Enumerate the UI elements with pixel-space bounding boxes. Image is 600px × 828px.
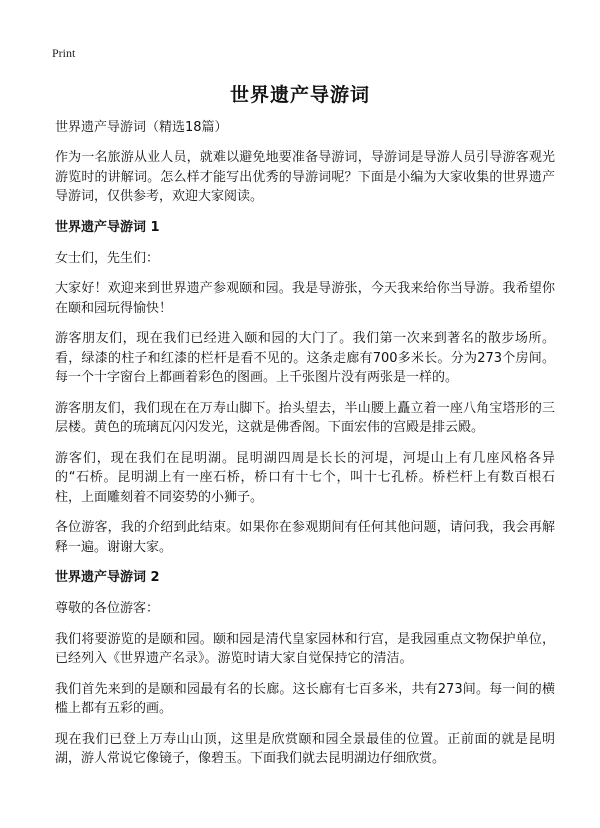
paragraph: 游客们，现在我们在昆明湖。昆明湖四周是长长的河堤，河堤山上有几座风格各异的“石桥。昆明湖上有一座石桥，桥口有十七个，叫十七孔桥。桥栏杆上有数百根石柱，上面雕刻着不同姿势的小狮子。 bbox=[55, 450, 555, 505]
paragraph: 大家好！欢迎来到世界遗产参观颐和园。我是导游张，今天我来给你当导游。我希望你在颐和园玩得愉快！ bbox=[55, 281, 555, 316]
intro-paragraph: 作为一名旅游从业人员，就难以避免地要准备导游词，导游词是导游人员引导游客观光游览时的讲解词。怎么样才能写出优秀的导游词呢？下面是小编为大家收集的世界遗产导游词，仅供参考，欢迎大家阅读。 bbox=[55, 150, 555, 204]
paragraph: 我们将要游览的是颐和园。颐和园是清代皇家园林和行宫，是我园重点文物保护单位，已经列入《世界遗产名录》。游览时请大家自觉保持它的清洁。 bbox=[55, 631, 555, 666]
article-subtitle: 世界遗产导游词（精选18篇） bbox=[55, 120, 228, 135]
paragraph: 游客朋友们，现在我们已经进入颐和园的大门了。我们第一次来到著名的散步场所。看，绿漆的柱子和红漆的栏杆是看不见的。这条走廊有700多米长。分为273个房间。每一个十字窗台上都画着彩色的图画。上千张图片没有两张是一样的。 bbox=[55, 331, 555, 385]
paragraph: 尊敬的各位游客： bbox=[55, 601, 160, 616]
section-heading-1: 世界遗产导游词 1 bbox=[55, 219, 160, 235]
print-link[interactable]: Print bbox=[52, 46, 76, 60]
paragraph: 现在我们已登上万寿山山顶，这里是欣赏颐和园全景最佳的位置。正前面的就是昆明湖，游人常说它像镜子，像碧玉。下面我们就去昆明湖边仔细欣赏。 bbox=[55, 731, 555, 766]
paragraph: 我们首先来到的是颐和园最有名的长廊。这长廊有七百多米，共有273间。每一间的横槛上都有五彩的画。 bbox=[55, 681, 555, 716]
article-body bbox=[55, 118, 555, 780]
page-title: 世界遗产导游词 bbox=[229, 84, 370, 106]
paragraph: 各位游客，我的介绍到此结束。如果你在参观期间有任何其他问题，请问我，我会再解释一遍。谢谢大家。 bbox=[55, 520, 555, 555]
section-heading-2: 世界遗产导游词 2 bbox=[55, 570, 160, 585]
paragraph: 游客朋友们，我们现在在万寿山脚下。抬头望去，半山腰上矗立着一座八角宝塔形的三层楼。黄色的琉璃瓦闪闪发光，这就是佛香阁。下面宏伟的宫殿是排云殿。 bbox=[55, 400, 555, 435]
paragraph: 女士们，先生们： bbox=[55, 250, 160, 266]
